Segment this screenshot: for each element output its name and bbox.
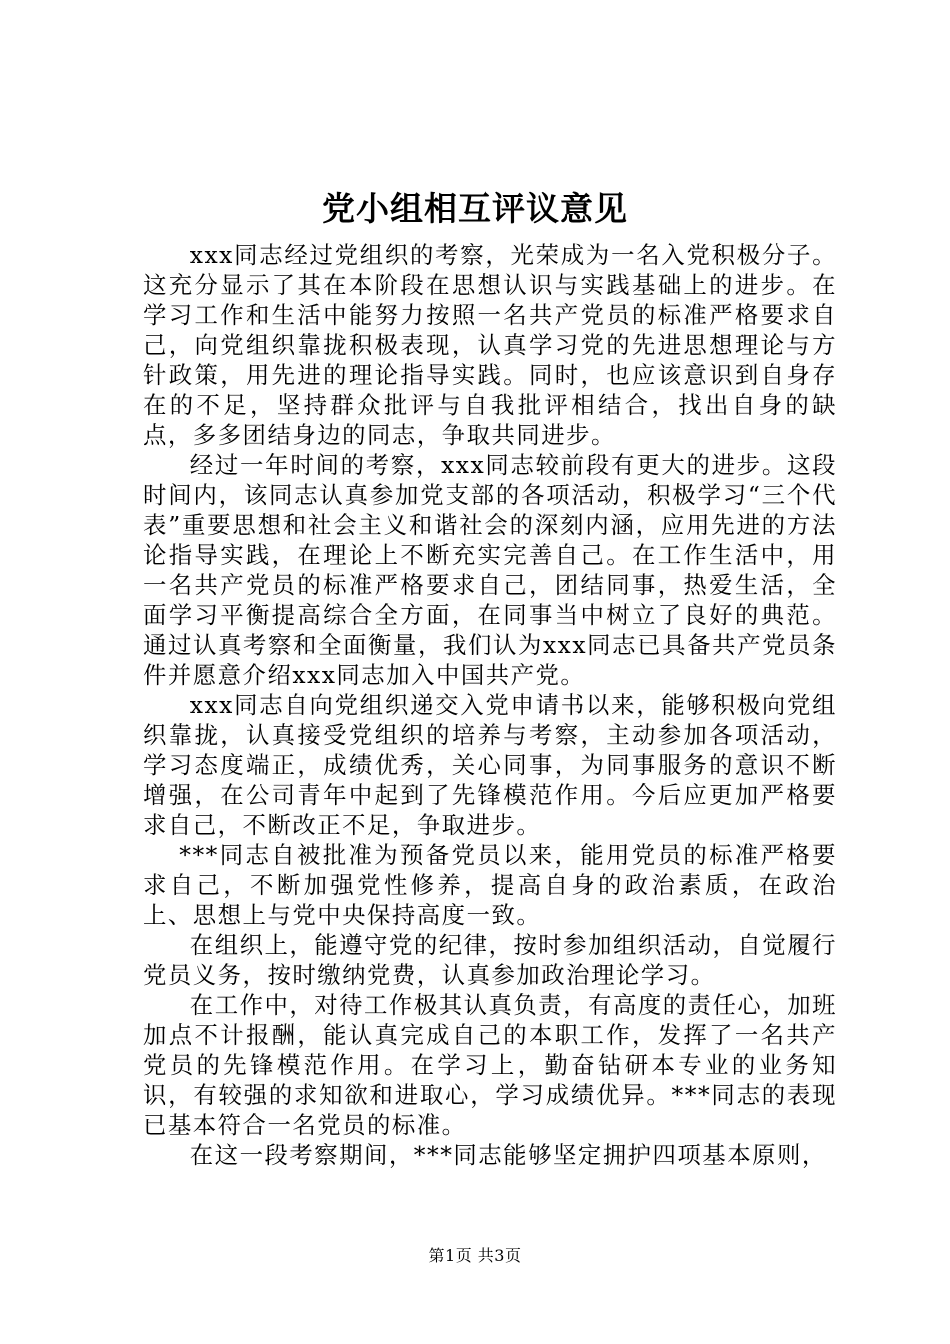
- paragraph: xxx同志经过党组织的考察，光荣成为一名入党积极分子。这充分显示了其在本阶段在思想认识与实践基础上的进步。在学习工作和生活中能努力按照一名共产党员的标准严格要求自己，向党组织靠拢积极表现，认真学习党的先进思想理论与方针政策，用先进的理论指导实践。同时，也应该意识到自身存在的不足，坚持群众批评与自我批评相结合，找出自身的缺点，多多团结身边的同志，争取共同进步。: [143, 241, 837, 449]
- paragraph: 在工作中，对待工作极其认真负责，有高度的责任心，加班加点不计报酬，能认真完成自己的本职工作，发挥了一名共产党员的先锋模范作用。在学习上，勤奋钻研本专业的业务知识，有较强的求知欲和进取心，学习成绩优异。***同志的表现已基本符合一名党员的标准。: [143, 991, 837, 1139]
- document-body: [143, 240, 837, 1170]
- paragraph: ***同志自被批准为预备党员以来，能用党员的标准严格要求自己，不断加强党性修养，提高自身的政治素质，在政治上、思想上与党中央保持高度一致。: [143, 841, 837, 929]
- paragraph: 在组织上，能遵守党的纪律，按时参加组织活动，自觉履行党员义务，按时缴纳党费，认真参加政治理论学习。: [143, 931, 837, 989]
- paragraph: 经过一年时间的考察，xxx同志较前段有更大的进步。这段时间内，该同志认真参加党支部的各项活动，积极学习“三个代表”重要思想和社会主义和谐社会的深刻内涵，应用先进的方法论指导实践，在理论上不断充实完善自己。在工作生活中，用一名共产党员的标准严格要求自己，团结同事，热爱生活，全面学习平衡提高综合全方面，在同事当中树立了良好的典范。通过认真考察和全面衡量，我们认为xxx同志已具备共产党员条件并愿意介绍xxx同志加入中国共产党。: [143, 451, 837, 689]
- paragraph: 在这一段考察期间，***同志能够坚定拥护四项基本原则，: [189, 1141, 827, 1169]
- paragraph: xxx同志自向党组织递交入党申请书以来，能够积极向党组织靠拢，认真接受党组织的培养与考察，主动参加各项活动，学习态度端正，成绩优秀，关心同事，为同事服务的意识不断增强，在公司青年中起到了先锋模范作用。今后应更加严格要求自己，不断改正不足，争取进步。: [143, 691, 837, 839]
- document-title: 党小组相互评议意见: [322, 189, 628, 228]
- page-footer: 第1页 共3页: [428, 1246, 522, 1265]
